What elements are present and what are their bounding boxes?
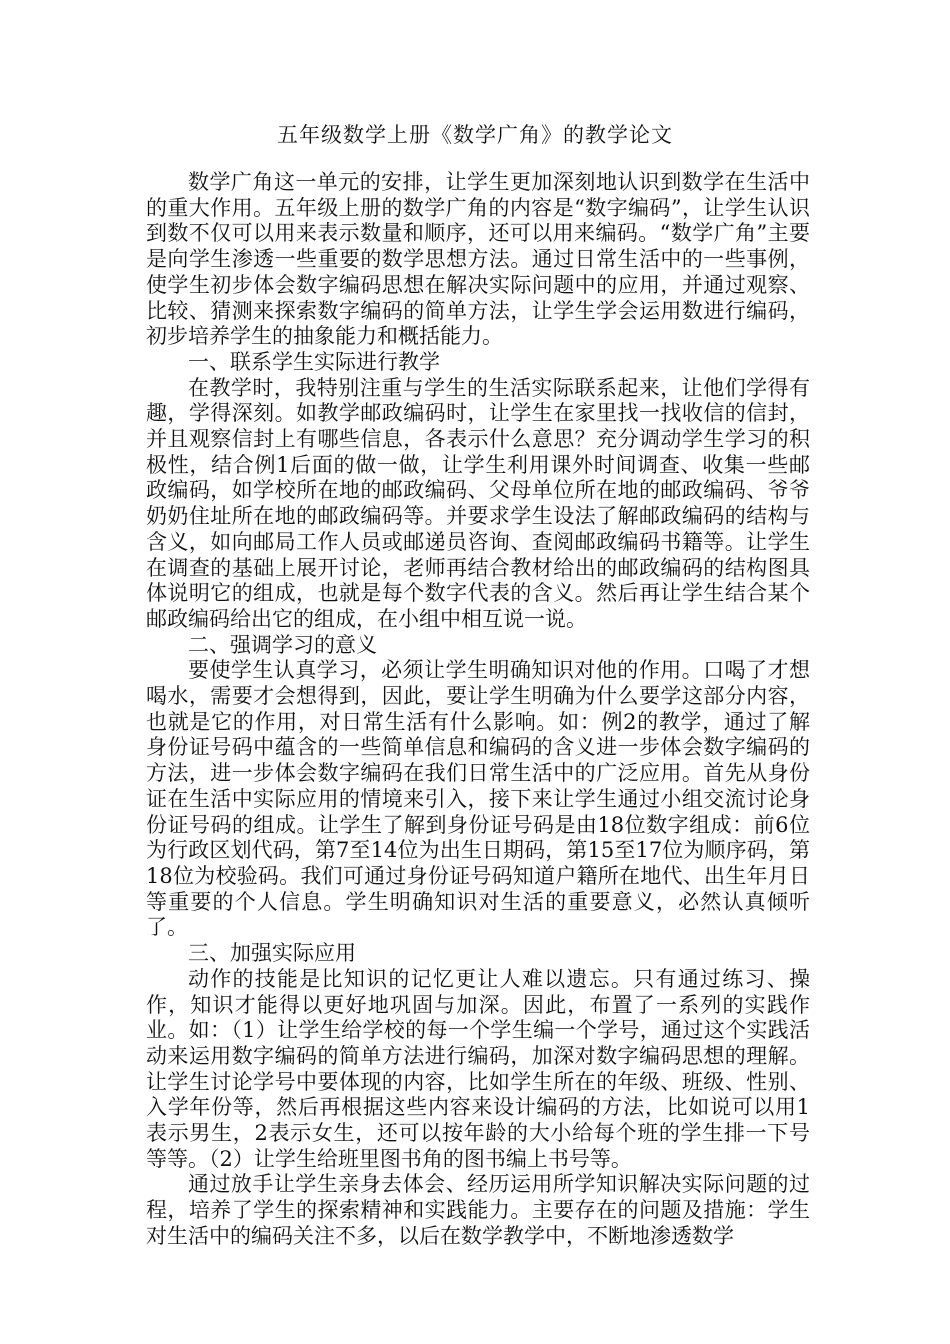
paragraph: 要使学生认真学习，必须让学生明确知识对他的作用。口喝了才想喝水，需要才会想得到，因此，要让学生明确为什么要学这部分内容，也就是它的作用，对日常生活有什么影响。如：例2的教学，通过了解身份证号码中蕴含的一些简单信息和编码的含义进一步体会数字编码的方法，进一步体会数字编码在我们日常生活中的广泛应用。首先从身份证在生活中实际应用的情境来引入，接下来让学生通过小组交流讨论身份证号码的组成。让学生了解到身份证号码是由18位数字组成：前6位为行政区划代码，第7至14位为出生日期码，第15至17位为顺序码，第18位为校验码。我们可通过身份证号码知道户籍所在地代、出生年月日等重要的个人信息。学生明确知识对生活的重要意义，必然认真倾听了。 — [146, 658, 810, 940]
section-heading: 一、联系学生实际进行教学 — [188, 349, 440, 374]
paragraph: 数学广角这一单元的安排，让学生更加深刻地认识到数学在生活中的重大作用。五年级上册的数学广角的内容是“数字编码”，让学生认识到数不仅可以用来表示数量和顺序，还可以用来编码。“数学广角”主要是向学生渗透一些重要的数学思想方法。通过日常生活中的一些事例，使学生初步体会数字编码思想在解决实际问题中的应用，并通过观察、比较、猜测来探索数字编码的简单方法，让学生学会运用数进行编码，初步培养学生的抽象能力和概括能力。 — [146, 170, 810, 349]
paragraph: 在教学时，我特别注重与学生的生活实际联系起来，让他们学得有趣，学得深刻。如教学邮政编码时，让学生在家里找一找收信的信封，并且观察信封上有哪些信息，各表示什么意思？充分调动学生学习的积极性，结合例1后面的做一做，让学生利用课外时间调查、收集一些邮政编码，如学校所在地的邮政编码、父母单位所在地的邮政编码、爷爷奶奶住址所在地的邮政编码等。并要求学生设法了解邮政编码的结构与含义，如向邮局工作人员或邮递员咨询、查阅邮政编码书籍等。让学生在调查的基础上展开讨论，老师再结合教材给出的邮政编码的结构图具体说明它的组成，也就是每个数字代表的含义。然后再让学生结合某个邮政编码给出它的组成，在小组中相互说一说。 — [146, 375, 810, 631]
document-title: 五年级数学上册《数学广角》的教学论文 — [277, 123, 673, 147]
document-body — [146, 170, 810, 1250]
section-heading: 三、加强实际应用 — [188, 941, 356, 966]
section-heading: 二、强调学习的意义 — [188, 632, 377, 657]
paragraph: 通过放手让学生亲身去体会、经历运用所学知识解决实际问题的过程，培养了学生的探索精神和实践能力。主要存在的问题及措施：学生对生活中的编码关注不多，以后在数学教学中，不断地渗透数学 — [146, 1172, 810, 1248]
paragraph: 动作的技能是比知识的记忆更让人难以遗忘。只有通过练习、操作，知识才能得以更好地巩固与加深。因此，布置了一系列的实践作业。如：（1）让学生给学校的每一个学生编一个学号，通过这个实践活动来运用数字编码的简单方法进行编码，加深对数字编码思想的理解。让学生讨论学号中要体现的内容，比如学生所在的年级、班级、性别、入学年份等，然后再根据这些内容来设计编码的方法，比如说可以用1表示男生，2表示女生，还可以按年龄的大小给每个班的学生排一下号等等。（2）让学生给班里图书角的图书编上书号等。 — [146, 966, 810, 1171]
